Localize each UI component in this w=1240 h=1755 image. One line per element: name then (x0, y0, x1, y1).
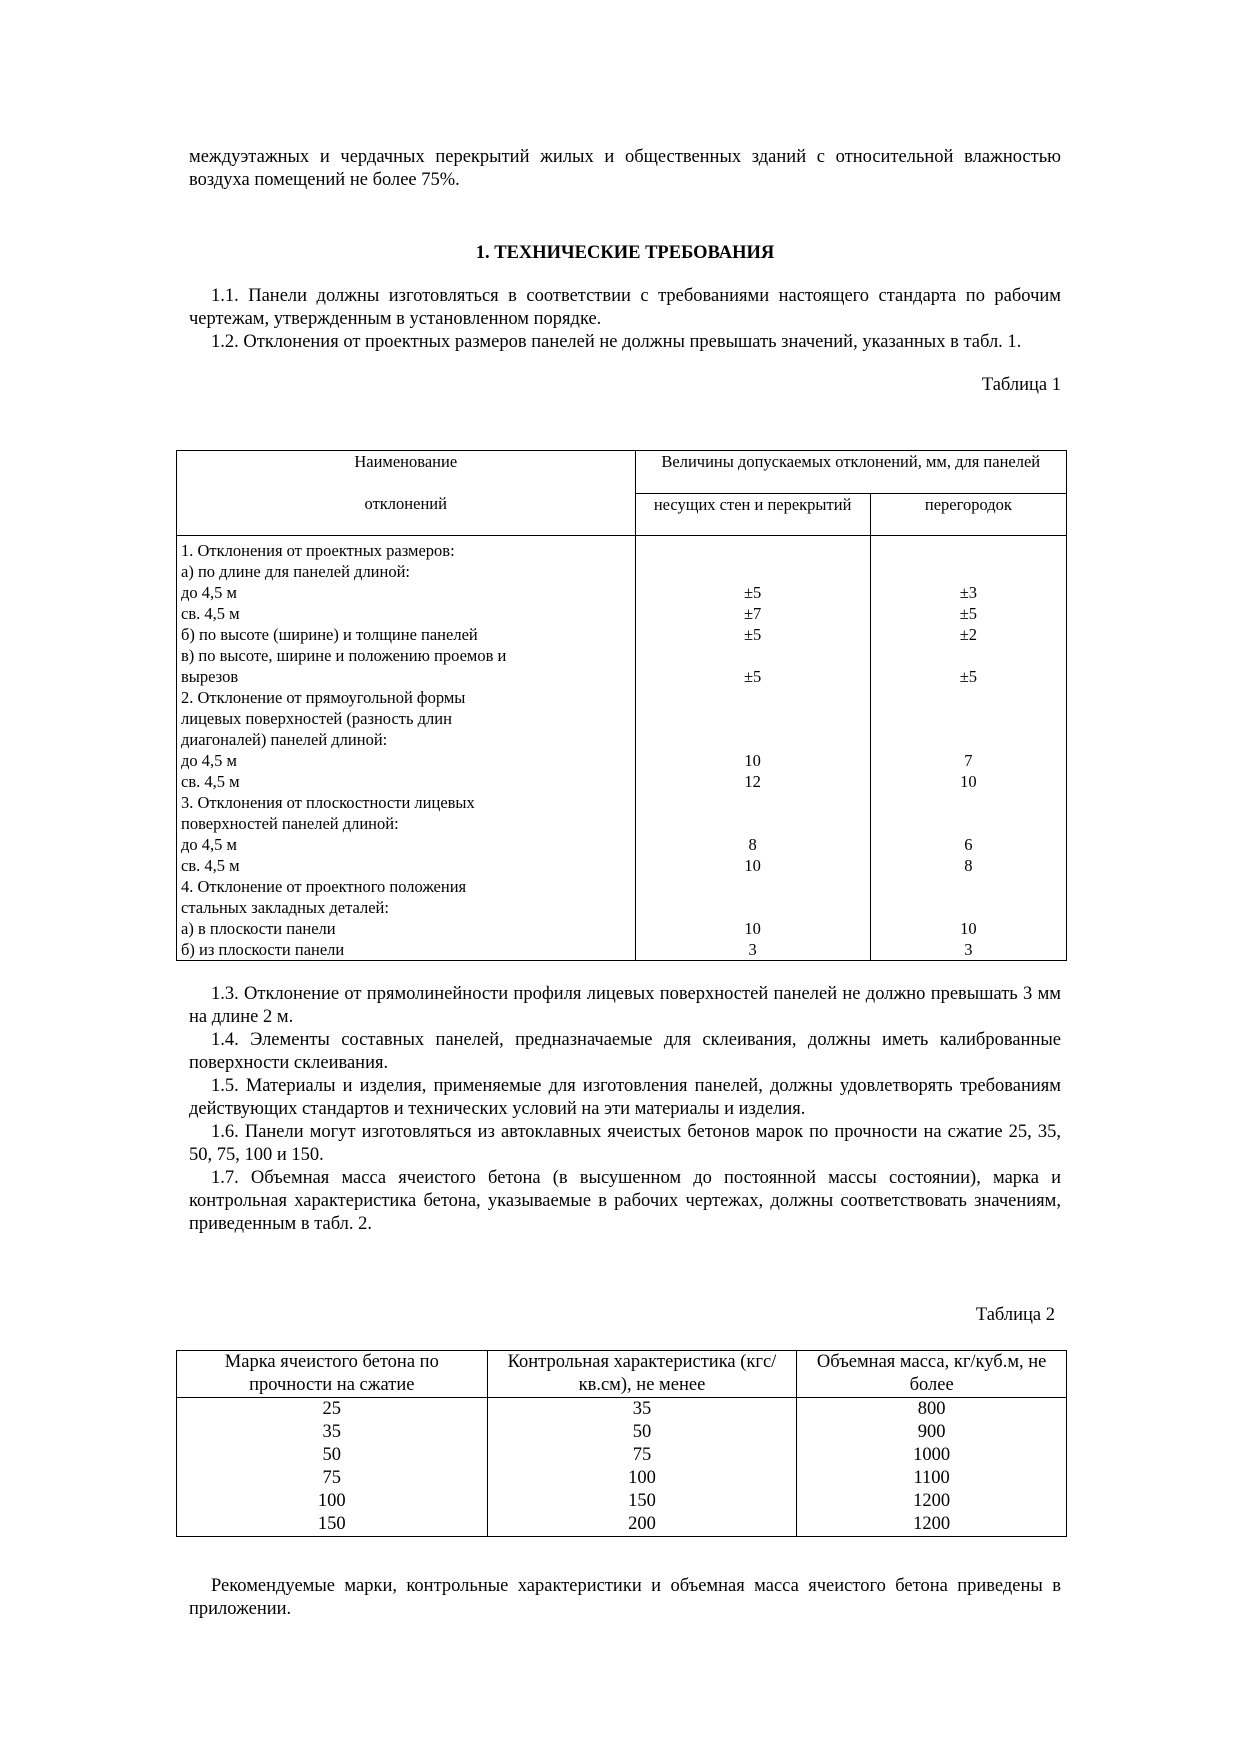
t1-row-8-col-2 (640, 687, 866, 708)
t1-row-20-col-3: 3 (964, 940, 973, 959)
t1-row-14-col-1: поверхностей панелей длиной: (181, 814, 399, 833)
paragraph-1-6: 1.6. Панели могут изготовляться из автоклавных ячеистых бетонов марок по прочности на сжатие 25, 35, 50, 75, 100 и 150. (189, 1122, 1061, 1165)
t1-row-14-col-2 (640, 813, 866, 834)
t1-row-12-col-3: 10 (960, 772, 977, 791)
t2-cell-2: 35 (487, 1398, 797, 1422)
paragraph-1-7: 1.7. Объемная масса ячеистого бетона (в высушенном до постоянной массы состоянии), марка и контрольная характеристика бетона, указываемые в рабочих чертежах, должны соответствовать значениям, приведенным в табл. 2. (189, 1168, 1061, 1234)
t1-row-17-col-1: 4. Отклонение от проектного положения (181, 877, 467, 896)
t1-row-15-col-1: до 4,5 м (181, 835, 237, 854)
t1-row-4-col-1: св. 4,5 м (181, 604, 240, 623)
t1-row-9-col-2 (640, 708, 866, 729)
table1-caption: Таблица 1 (981, 375, 1061, 395)
t1-row-13-col-3 (875, 792, 1062, 813)
table-row (177, 1444, 1067, 1467)
t1-header-col2: перегородок (870, 493, 1066, 536)
t1-row-7-col-2: ±5 (743, 667, 762, 686)
t1-header-group: Величины допускаемых отклонений, мм, для панелей (635, 451, 1067, 494)
t1-row-12-col-1: св. 4,5 м (181, 772, 240, 791)
table-row (177, 1398, 1067, 1422)
paragraph-1-2: 1.2. Отклонения от проектных размеров панелей не должны превышать значений, указанных в табл. 1. (211, 332, 1022, 352)
t1-row-19-col-2: 10 (744, 919, 761, 938)
t1-row-18-col-3 (875, 897, 1062, 918)
t1-header-name-line2: отклонений (364, 494, 447, 513)
t1-row-5-col-3: ±2 (959, 625, 978, 644)
t1-header-name-top (177, 451, 636, 494)
t1-row-1-col-2 (640, 540, 866, 561)
t1-row-13-col-2 (640, 792, 866, 813)
t2-header-density: Объемная масса, кг/куб.м, не более (797, 1351, 1067, 1398)
paragraph-1-4: 1.4. Элементы составных панелей, предназначаемые для склеивания, должны иметь калиброванные поверхности склеивания. (189, 1030, 1061, 1073)
t1-row-10-col-2 (640, 729, 866, 750)
t1-row-3-col-3: ±3 (959, 583, 978, 602)
table-row (177, 1490, 1067, 1513)
t2-cell-2: 75 (487, 1444, 797, 1467)
t1-row-20-col-1: б) из плоскости панели (181, 940, 345, 959)
t2-cell-2: 50 (487, 1421, 797, 1444)
t1-row-12-col-2: 12 (744, 772, 761, 791)
t2-cell-2: 100 (487, 1467, 797, 1490)
t2-cell-3: 1200 (797, 1513, 1067, 1537)
t1-row-1-col-1: 1. Отклонения от проектных размеров: (181, 541, 455, 560)
t1-row-6-col-3 (875, 645, 1062, 666)
t2-cell-1: 100 (177, 1490, 488, 1513)
table-1 (176, 450, 1067, 961)
t1-row-2-col-1: а) по длине для панелей длиной: (181, 562, 411, 581)
t1-header-col1: несущих стен и перекрытий (635, 493, 870, 536)
t1-row-8-col-1: 2. Отклонение от прямоугольной формы (181, 688, 466, 707)
paragraph-1-1: 1.1. Панели должны изготовляться в соответствии с требованиями настоящего стандарта по рабочим чертежам, утвержденным в установленном порядке. (189, 286, 1061, 329)
t1-column-partitions (870, 536, 1066, 961)
table2-caption: Таблица 2 (975, 1305, 1055, 1325)
table-row (177, 1467, 1067, 1490)
t2-cell-1: 25 (177, 1398, 488, 1422)
t1-row-9-col-1: лицевых поверхностей (разность длин (181, 709, 452, 728)
document-page-continued (189, 983, 1061, 1327)
t1-row-7-col-1: вырезов (181, 667, 239, 686)
t2-cell-3: 1000 (797, 1444, 1067, 1467)
t1-row-17-col-2 (640, 876, 866, 897)
t1-row-19-col-1: а) в плоскости панели (181, 919, 336, 938)
t1-row-9-col-3 (875, 708, 1062, 729)
t2-cell-2: 150 (487, 1490, 797, 1513)
t1-row-3-col-2: ±5 (743, 583, 762, 602)
t1-row-4-col-2: ±7 (743, 604, 762, 623)
table-2 (176, 1350, 1067, 1537)
t1-row-11-col-3: 7 (964, 751, 973, 770)
t1-row-15-col-3: 6 (964, 835, 973, 854)
t1-row-19-col-3: 10 (960, 919, 977, 938)
t1-column-load-bearing (635, 536, 870, 961)
t1-row-2-col-2 (640, 561, 866, 582)
t1-row-1-col-3 (875, 540, 1062, 561)
t1-row-8-col-3 (875, 687, 1062, 708)
t1-row-11-col-2: 10 (744, 751, 761, 770)
t1-row-3-col-1: до 4,5 м (181, 583, 237, 602)
closing-block (189, 1575, 1061, 1621)
t1-row-14-col-3 (875, 813, 1062, 834)
t1-row-5-col-2: ±5 (743, 625, 762, 644)
t1-row-11-col-1: до 4,5 м (181, 751, 237, 770)
t1-header-name-line1: Наименование (354, 452, 458, 471)
t2-cell-2: 200 (487, 1513, 797, 1537)
section-title: 1. ТЕХНИЧЕСКИЕ ТРЕБОВАНИЯ (475, 243, 775, 263)
closing-paragraph: Рекомендуемые марки, контрольные характеристики и объемная масса ячеистого бетона приведены в приложении. (189, 1576, 1061, 1619)
t2-body (177, 1398, 1067, 1537)
t1-row-2-col-3 (875, 561, 1062, 582)
t1-row-6-col-2 (640, 645, 866, 666)
t1-row-4-col-3: ±5 (959, 604, 978, 623)
t2-cell-1: 35 (177, 1421, 488, 1444)
t2-cell-3: 1200 (797, 1490, 1067, 1513)
t1-row-16-col-3: 8 (964, 856, 973, 875)
t2-header-grade: Марка ячеистого бетона по прочности на сжатие (177, 1351, 488, 1398)
table-row (177, 1421, 1067, 1444)
t1-row-20-col-2: 3 (748, 940, 757, 959)
t1-row-6-col-1: в) по высоте, ширине и положению проемов и (181, 646, 507, 665)
t1-row-7-col-3: ±5 (959, 667, 978, 686)
t2-cell-3: 1100 (797, 1467, 1067, 1490)
t2-cell-1: 150 (177, 1513, 488, 1537)
document-page (189, 146, 1061, 397)
t1-row-10-col-3 (875, 729, 1062, 750)
t1-row-10-col-1: диагоналей) панелей длиной: (181, 730, 388, 749)
paragraph-1-3: 1.3. Отклонение от прямолинейности профиля лицевых поверхностей панелей не должно превышать 3 мм на длине 2 м. (189, 984, 1061, 1027)
t1-row-5-col-1: б) по высоте (ширине) и толщине панелей (181, 625, 478, 644)
t1-row-16-col-1: св. 4,5 м (181, 856, 240, 875)
t1-column-name (177, 536, 636, 961)
t1-row-17-col-3 (875, 876, 1062, 897)
t1-header-name-bottom (177, 493, 636, 536)
t2-cell-3: 900 (797, 1421, 1067, 1444)
table-row (177, 1513, 1067, 1537)
t2-cell-1: 50 (177, 1444, 488, 1467)
t1-row-13-col-1: 3. Отклонения от плоскостности лицевых (181, 793, 475, 812)
paragraph-1-5: 1.5. Материалы и изделия, применяемые для изготовления панелей, должны удовлетворять требованиям действующих стандартов и технических условий на эти материалы и изделия. (189, 1076, 1061, 1119)
t1-row-15-col-2: 8 (748, 835, 757, 854)
t2-cell-3: 800 (797, 1398, 1067, 1422)
t1-row-16-col-2: 10 (744, 856, 761, 875)
t1-row-18-col-1: стальных закладных деталей: (181, 898, 389, 917)
t2-cell-1: 75 (177, 1467, 488, 1490)
t2-header-control: Контрольная характеристика (кгс/кв.см), не менее (487, 1351, 797, 1398)
intro-paragraph: междуэтажных и чердачных перекрытий жилых и общественных зданий с относительной влажностью воздуха помещений не более 75%. (189, 147, 1061, 190)
t1-row-18-col-2 (640, 897, 866, 918)
